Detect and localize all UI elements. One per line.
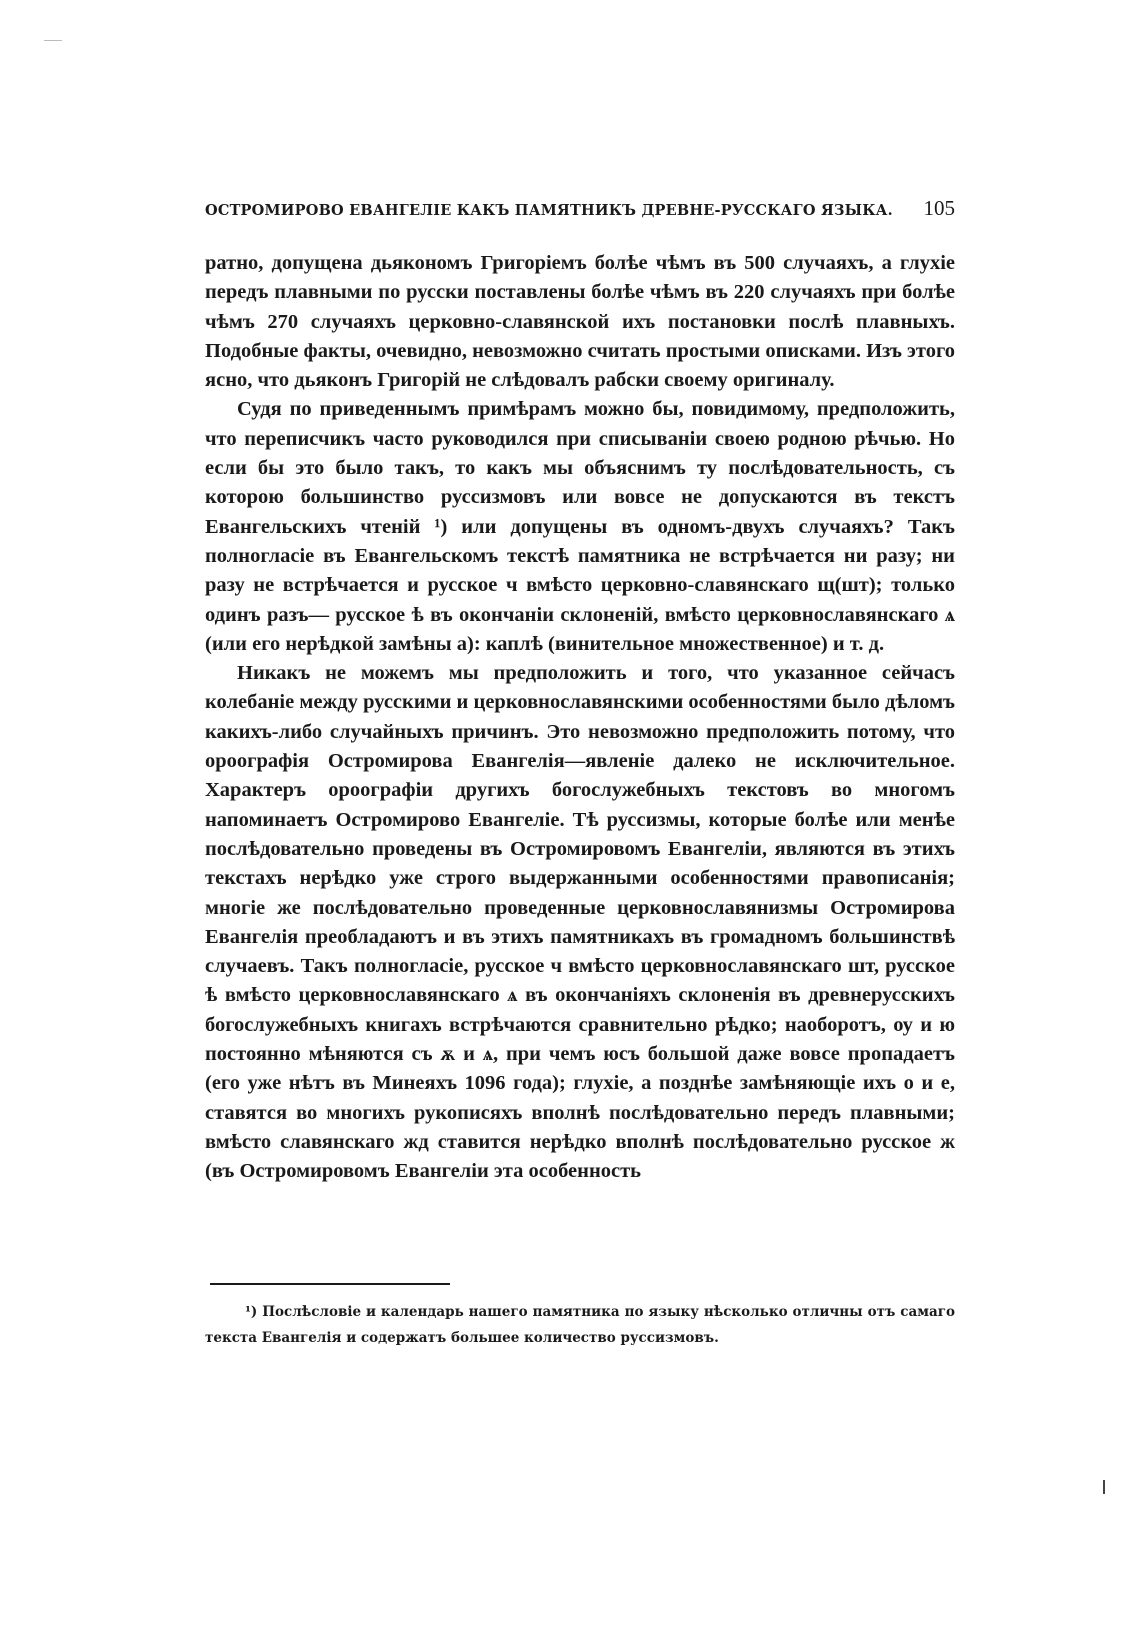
scan-edge-mark — [44, 40, 62, 41]
page-number: 105 — [923, 196, 955, 220]
footnote: ¹) Послѣсловіе и календарь нашего памятника по языку нѣсколько отличны отъ самаго текста Евангелія и содержатъ большее количество руссизмовъ. — [205, 1304, 955, 1346]
paragraph-2: Судя по приведеннымъ примѣрамъ можно бы, повидимому, предположить, что переписчикъ часто руководился при списываніи своею родною рѣчью. Но если бы это было такъ, то какъ мы объяснимъ ту послѣдовательность, съ которою большинство руссизмовъ или вовсе не допускаются въ текстъ Евангельскихъ чтеній ¹) или допущены въ одномъ-двухъ случаяхъ? Такъ полногласіе въ Евангельскомъ текстѣ памятника не встрѣчается ни разу; ни разу не встрѣчается и русское ч вмѣсто церковно-славянскаго щ(шт); только одинъ разъ— русское ѣ въ окончаніи склоненій, вмѣсто церковнославянскаго ѧ (или его нерѣдкой замѣны а): каплѣ (винительное множественное) и т. д. — [205, 398, 955, 655]
paragraph-3: Никакъ не можемъ мы предположить и того, что указанное сейчасъ колебаніе между русскими и церковнославянскими особенностями было дѣломъ какихъ-либо случайныхъ причинъ. Это невозможно предположить потому, что ороографія Остромирова Евангелія—явленіе далеко не исключительное. Характеръ ороографіи другихъ богослужебныхъ текстовъ во многомъ напоминаетъ Остромирово Евангеліе. Тѣ руссизмы, которые болѣе или менѣе послѣдовательно проведены въ Остромировомъ Евангеліи, являются въ этихъ текстахъ нерѣдко уже строго выдержанными особенностями правописанія; многіе же послѣдовательно проведенные церковнославянизмы Остромирова Евангелія преобладаютъ и въ этихъ памятникахъ въ громадномъ большинствѣ случаевъ. Такъ полногласіе, русское ч вмѣсто церковнославянскаго шт, русское ѣ вмѣсто церковнославянскаго ѧ въ окончаніяхъ склоненія въ древнерусскихъ богослужебныхъ книгахъ встрѣчаются сравнительно рѣдко; наоборотъ, оу и ю постоянно мѣняются съ ѫ и ѧ, при чемъ юсъ большой даже вовсе пропадаетъ (его уже нѣтъ въ Минеяхъ 1096 года); глухіе, а позднѣе замѣняющіе ихъ о и е, ставятся во многихъ рукописяхъ вполнѣ послѣдовательно передъ плавными; вмѣсто славянскаго жд ставится нерѣдко вполнѣ послѣдовательно русское ж (въ Остромировомъ Евангеліи эта особенность — [205, 662, 955, 1183]
running-head-title: ОСТРОМИРОВО ЕВАНГЕЛІЕ КАКЪ ПАМЯТНИКЪ ДРЕВНЕ-РУССКАГО ЯЗЫКА. — [205, 202, 893, 219]
scan-edge-mark — [1103, 1480, 1105, 1494]
paragraph-1: ратно, допущена дьякономъ Григоріемъ болѣе чѣмъ въ 500 случаяхъ, а глухіе передъ плавными по русски поставлены болѣе чѣмъ въ 220 случаяхъ при болѣе чѣмъ 270 случаяхъ церковно-славянской ихъ постановки послѣ плавныхъ. Подобные факты, очевидно, невозможно считать простыми описками. Изъ этого ясно, что дьяконъ Григорій не слѣдовалъ рабски своему оригиналу. — [205, 252, 955, 392]
running-head — [205, 196, 955, 221]
body-text — [205, 249, 955, 1187]
footnote-divider — [210, 1283, 450, 1285]
